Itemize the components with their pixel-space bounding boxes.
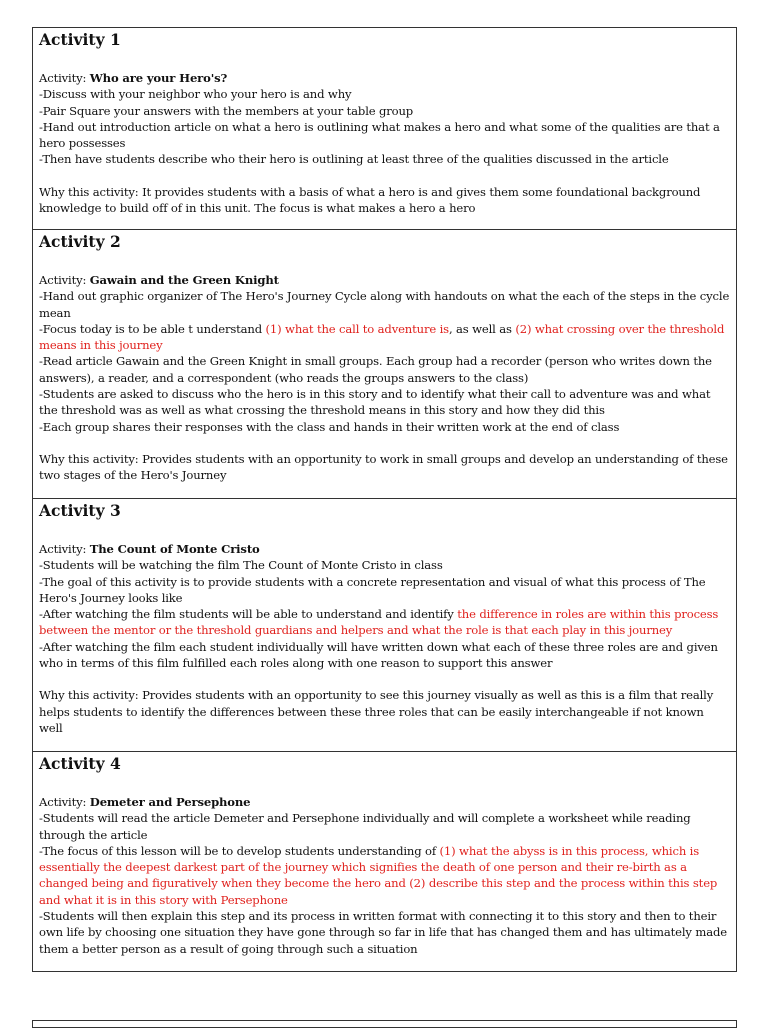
activity-bullets bbox=[39, 86, 730, 167]
activity-prefix: Activity: bbox=[39, 542, 90, 556]
activity-1-box bbox=[32, 27, 737, 229]
bullet-text: -Each group shares their responses with the class and hands in their written work at the end of class bbox=[39, 419, 620, 434]
activity-bullets bbox=[39, 288, 730, 435]
activity-4-box bbox=[32, 751, 737, 972]
bullet-item bbox=[39, 574, 730, 607]
bullet-item bbox=[39, 86, 730, 102]
bullet-text: -Pair Square your answers with the members at your table group bbox=[39, 103, 414, 118]
activity-title: Demeter and Persephone bbox=[89, 795, 251, 809]
bullet-text: -Read article Gawain and the Green Knight in small groups. Each group had a recorder (person who writes down the answers), a reader, and a correspondent (who reads the groups answers to the class) bbox=[39, 354, 712, 385]
activity-title-line bbox=[39, 794, 730, 810]
bullet-text: -Then have students describe who their hero is outlining at least three of the qualities discussed in the article bbox=[39, 152, 669, 167]
bullet-item bbox=[39, 353, 730, 386]
activities-document bbox=[32, 27, 737, 972]
bullet-text: , as well as bbox=[448, 321, 516, 336]
activity-title-line bbox=[39, 70, 730, 86]
bullet-item bbox=[39, 908, 730, 957]
activity-bullets bbox=[39, 810, 730, 957]
bullet-text: -Students are asked to discuss who the hero is in this story and to identify what their call to adventure was and what the threshold was as well as what crossing the threshold means in this story and how they did this bbox=[39, 387, 711, 418]
why-this-activity: Why this activity: Provides students with an opportunity to see this journey visually as well as this is a film that really helps students to identify the differences between these three roles that can be easily interchangeable if not known well bbox=[39, 688, 714, 735]
bullet-item bbox=[39, 810, 730, 843]
bullet-item bbox=[39, 843, 730, 908]
highlighted-text: (2) what crossing over the threshold means in this journey bbox=[39, 321, 725, 353]
bullet-item bbox=[39, 288, 730, 321]
bullet-text: -Discuss with your neighbor who your hero is and why bbox=[39, 87, 352, 102]
highlighted-text: the difference in roles are within this process between the mentor or the threshold guardians and helpers and what the role is that each play in this journey bbox=[39, 607, 719, 638]
why-this-activity: Why this activity: It provides students with a basis of what a hero is and gives them some foundational background knowledge to build off of in this unit. The focus is what makes a hero a hero bbox=[39, 184, 701, 216]
highlighted-text: (1) what the abyss is in this process, which is essentially the deepest darkest part of the journey which signifies the death of one person and their re-birth as a changed being and figuratively when they become the hero and (2) describe this step and the process within this step and what it is in this story with Persephone bbox=[39, 843, 718, 907]
bullet-text: -After watching the film each student individually will have written down what each of these three roles are and given who in terms of this film fulfilled each roles along with one reason to support this answer bbox=[39, 639, 718, 671]
activity-title-line bbox=[39, 272, 730, 288]
activity-title: Gawain and the Green Knight bbox=[89, 273, 279, 287]
bullet-text: -Hand out graphic organizer of The Hero's Journey Cycle along with handouts on what the each of the steps in the cycle mean bbox=[39, 289, 730, 320]
bullet-text: -Students will be watching the film The Count of Monte Cristo in class bbox=[39, 558, 443, 573]
bullet-item bbox=[39, 119, 730, 152]
bullet-item bbox=[39, 321, 730, 354]
bullet-item bbox=[39, 606, 730, 639]
highlighted-text: (1) what the call to adventure is bbox=[265, 321, 449, 336]
activity-bullets bbox=[39, 557, 730, 671]
bullet-text: -The focus of this lesson will be to develop students understanding of bbox=[39, 843, 440, 858]
next-box-top-edge bbox=[32, 1020, 737, 1028]
bullet-item bbox=[39, 639, 730, 672]
activity-prefix: Activity: bbox=[39, 273, 90, 287]
activity-prefix: Activity: bbox=[39, 71, 90, 85]
why-this-activity: Why this activity: Provides students with an opportunity to work in small groups and develop an understanding of these two stages of the Hero's Journey bbox=[39, 451, 728, 483]
activity-title: Who are your Hero's? bbox=[89, 71, 228, 85]
bullet-text: -Hand out introduction article on what a hero is outlining what makes a hero and what some of the qualities are that a hero possesses bbox=[39, 119, 720, 151]
activity-3-box bbox=[32, 498, 737, 751]
activity-title-line bbox=[39, 541, 730, 557]
activity-title: The Count of Monte Cristo bbox=[89, 542, 260, 556]
bullet-text: -Students will read the article Demeter and Persephone individually and will complete a worksheet while reading through the article bbox=[39, 811, 691, 842]
bullet-text: -Focus today is to be able t understand bbox=[39, 321, 266, 336]
bullet-text: -The goal of this activity is to provide students with a concrete representation and visual of what this process of The Hero's Journey looks like bbox=[39, 574, 706, 605]
bullet-item bbox=[39, 557, 730, 573]
bullet-item bbox=[39, 419, 730, 435]
bullet-item bbox=[39, 151, 730, 167]
activity-heading: Activity 3 bbox=[39, 501, 121, 520]
bullet-item bbox=[39, 386, 730, 419]
bullet-text: -After watching the film students will be able to understand and identify bbox=[39, 607, 458, 622]
activity-2-box bbox=[32, 229, 737, 498]
bullet-item bbox=[39, 103, 730, 119]
activity-heading: Activity 1 bbox=[39, 30, 121, 49]
activity-heading: Activity 4 bbox=[39, 754, 121, 773]
activity-prefix: Activity: bbox=[39, 795, 90, 809]
activity-heading: Activity 2 bbox=[39, 232, 121, 251]
bullet-text: -Students will then explain this step and its process in written format with connecting it to this story and then to their own life by choosing one situation they have gone through so far in life that has changed them and has ultimately made them a better person as a result of going through such a situation bbox=[39, 909, 727, 956]
